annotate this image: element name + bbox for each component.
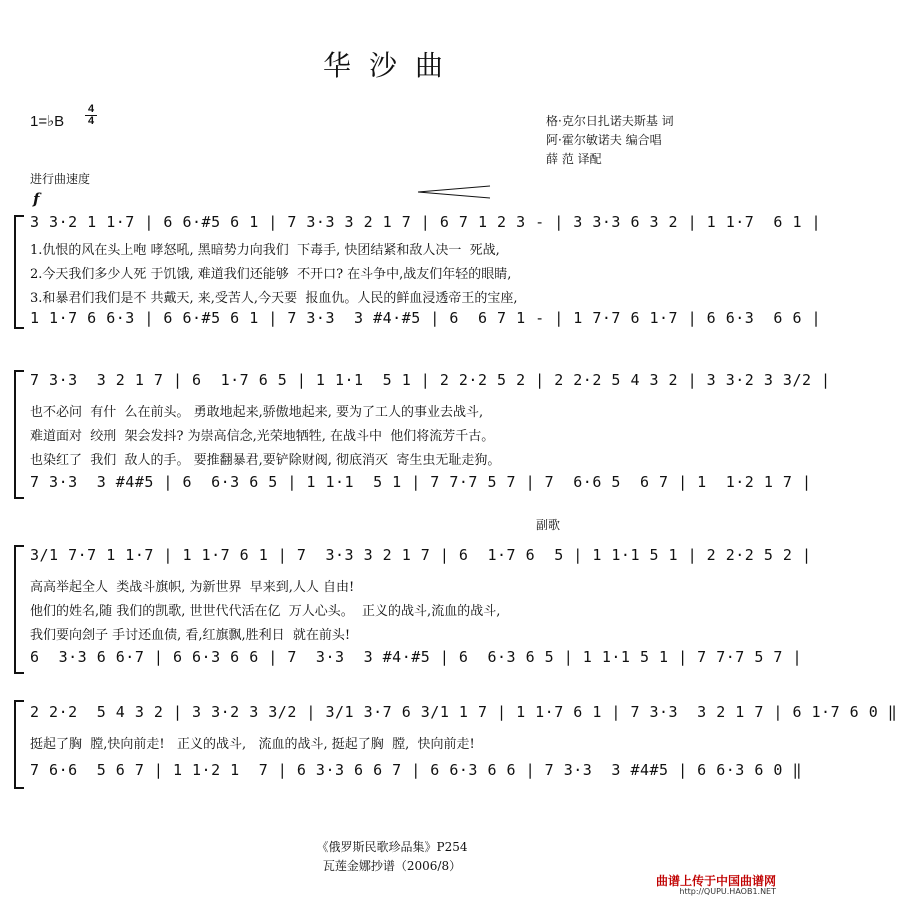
lyric-verse-1: 也不必问 有什 么在前头。 勇敢地起来,骄傲地起来, 要为了工人的事业去战斗,: [30, 405, 484, 420]
melody-line: 7 3·3 3 2 1 7 | 6 1·7 6 5 | 1 1·1 5 1 | 2 2·2 5 2 | 2 2·2 5 4 3 2 | 3 3·2 3 3/2 |: [30, 371, 831, 389]
transcriber-note: 瓦莲金娜抄谱（2006/8）: [322, 859, 462, 873]
melody-line: 2 2·2 5 4 3 2 | 3 3·2 3 3/2 | 3/1 3·7 6 3/1 1 7 | 1 1·7 6 1 | 7 3·3 3 2 1 7 | 6 1·7 6 0 ‖: [30, 703, 897, 721]
lyric-verse-2: 2.今天我们多少人死 于饥饿, 难道我们还能够 不开口? 在斗争中,战友们年轻的眼睛,: [30, 267, 512, 282]
watermark-text: 曲谱上传于中国曲谱网: [655, 874, 776, 888]
bass-line: 7 3·3 3 #4#5 | 6 6·3 6 5 | 1 1·1 5 1 | 7 7·7 5 7 | 7 6·6 5 6 7 | 1 1·2 1 7 |: [30, 473, 812, 491]
credit-translator: 薛 范 译配: [546, 152, 602, 166]
lyric-line: 挺起了胸 膛,快向前走! 正义的战斗, 流血的战斗, 挺起了胸 膛, 快向前走!: [30, 737, 475, 752]
time-signature-top: 4: [87, 103, 95, 115]
bass-line: 1 1·7 6 6·3 | 6 6·#5 6 1 | 7 3·3 3 #4·#5 | 6 6 7 1 - | 1 7·7 6 1·7 | 6 6·3 6 6 |: [30, 309, 822, 327]
bass-line: 6 3·3 6 6·7 | 6 6·3 6 6 | 7 3·3 3 #4·#5 | 6 6·3 6 5 | 1 1·1 5 1 | 7 7·7 5 7 |: [30, 648, 802, 666]
song-title: 华沙曲: [322, 49, 461, 82]
credit-lyricist: 格·克尔日扎诺夫斯基 词: [546, 114, 674, 128]
dynamic-marking: f: [33, 190, 40, 208]
melody-line: 3 3·2 1 1·7 | 6 6·#5 6 1 | 7 3·3 3 2 1 7 | 6 7 1 2 3 - | 3 3·3 6 3 2 | 1 1·7 6 1 |: [30, 213, 822, 231]
lyric-verse-2: 难道面对 绞刑 架会发抖? 为崇高信念,光荣地牺牲, 在战斗中 他们将流芳千古。: [30, 429, 495, 444]
time-signature-bottom: 4: [85, 115, 97, 127]
lyric-verse-2: 他们的姓名,随 我们的凯歌, 世世代代活在亿 万人心头。 正义的战斗,流血的战斗,: [30, 604, 501, 619]
lyric-verse-3: 也染红了 我们 敌人的手。 要推翻暴君,要铲除财阀, 彻底消灭 寄生虫无耻走狗。: [30, 453, 501, 468]
lyric-verse-1: 1.仇恨的风在头上咆 哮怒吼, 黑暗势力向我们 下毒手, 快团结紧和敌人决一 死战,: [30, 243, 500, 258]
refrain-label: 副歌: [536, 518, 561, 532]
bass-line: 7 6·6 5 6 7 | 1 1·2 1 7 | 6 3·3 6 6 7 | 6 6·3 6 6 | 7 3·3 3 #4#5 | 6 6·3 6 0 ‖: [30, 761, 802, 779]
tempo-marking: 进行曲速度: [30, 172, 91, 186]
lyric-verse-3: 我们要向刽子 手讨还血债, 看,红旗飘,胜利日 就在前头!: [30, 628, 351, 643]
lyric-verse-1: 高高举起全人 类战斗旗帜, 为新世界 早来到,人人 自由!: [30, 580, 355, 595]
source-citation: 《俄罗斯民歌珍品集》P254: [316, 840, 468, 854]
watermark-url: http://QUPU.HAOB1.NET: [679, 887, 776, 896]
melody-line: 3/1 7·7 1 1·7 | 1 1·7 6 1 | 7 3·3 3 2 1 7 | 6 1·7 6 5 | 1 1·1 5 1 | 2 2·2 5 2 |: [30, 546, 812, 564]
key-signature: 1=♭B: [30, 113, 65, 130]
lyric-verse-3: 3.和暴君们我们是不 共戴天, 来,受苦人,今天要 报血仇。人民的鲜血浸透帝王的宝座,: [30, 291, 518, 306]
credit-arranger: 阿·霍尔敏诺夫 编合唱: [546, 133, 662, 147]
